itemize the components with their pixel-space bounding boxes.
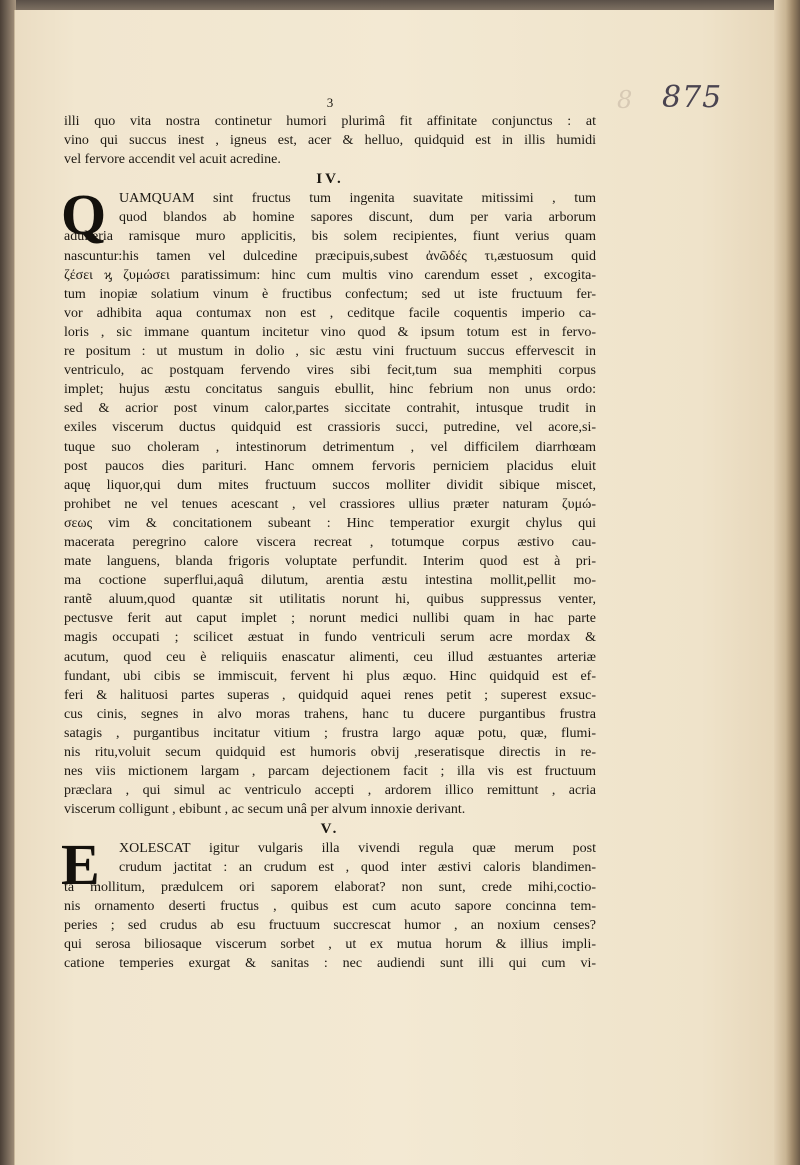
text-line: aquę liquor,qui dum mites fructuum succos molliter dividit sibique miscet, xyxy=(64,477,596,493)
text-line: adulteria ramisque muro applicitis, bis solem recipientes, fiunt verius quam xyxy=(64,229,596,245)
text-line: re positum : ut mustum in dolio , sic æstu vini fructuum succus effervescit in xyxy=(64,344,596,360)
text-line: ma coctione superflui,aquâ dilutum, arentia æstu intestina mollit,pellit mo- xyxy=(64,573,596,589)
text-line: loris , sic immane quantum incitetur vino quod & ipsum totum est in fervo- xyxy=(64,324,596,340)
text-line: ta mollitum, prædulcem ori saporem elaborat? non sunt, crede mihi,coctio- xyxy=(64,879,596,895)
section-heading: V. xyxy=(320,821,340,838)
text-line: crudum jactitat : an crudum est , quod inter æstivi caloris blandimen- xyxy=(119,860,596,876)
text-line: nascuntur:his tamen vel dulcedine præcipuis,subest ἀνῶδές τι,æstuosum quid xyxy=(64,248,596,264)
text-line: macerata peregrino calore viscera recreat , totumque corpus æstivo cau- xyxy=(64,534,596,550)
text-line: illi quo vita nostra continetur humori plurimâ fit affinitate conjunctus : at xyxy=(64,114,596,129)
text-line: catione temperies exurgat & sanitas : nec audiendi sunt illi qui cum vi- xyxy=(64,955,596,971)
text-line: tuque suo choleram , intestinorum detrimentum , vel difficilem diarrhœam xyxy=(64,439,596,455)
text-line: viscerum colligunt , ebibunt , ac secum unâ per alvum innoxie derivant. xyxy=(64,802,466,818)
text-line: sed & acrior post vinum calor,partes siccitate contrahit, intusque trudit in xyxy=(64,401,596,417)
section-paragraph xyxy=(61,832,596,973)
text-line: fundant, ubi cibis se immiscuit, fervent hi plus æquo. Hinc quidquid est ef- xyxy=(64,668,596,684)
book-page xyxy=(14,10,777,1165)
text-line: vino qui succus inest , igneus est, acer & helluo, quidquid est in illis humidi xyxy=(64,133,596,149)
text-line: quod blandos ab homine sapores discunt, dum per varia arborum xyxy=(119,210,596,226)
handwritten-folio-mark: 875 xyxy=(662,80,723,115)
page-number: 3 xyxy=(326,95,334,110)
text-line: acutum, quod ceu è reliquiis enascatur alimenti, ceu illud æstuantes arteriæ xyxy=(64,649,596,665)
text-line: satagis , purgantibus incitatur vitium ; frustra largo aquæ potu, quæ, flumi- xyxy=(64,725,596,741)
text-line: vor adhibita aqua contumax non est , ceditque facile coquentis imperio ca- xyxy=(64,305,596,321)
text-line: ventriculo, ac postquam fervendo vires sibi fecit,tum sua memphiti corpus xyxy=(64,363,596,379)
text-line: rantẽ aluum,quod quantæ sit utilitatis norunt hi, quibus suppressus venter, xyxy=(64,592,596,608)
text-line: implet; hujus æstu concitatus sanguis ebullit, hinc febrium non unus ordo: xyxy=(64,382,596,398)
drop-cap: Q xyxy=(61,182,107,248)
section-paragraph xyxy=(61,182,596,819)
text-line: magis occupati ; scilicet æstuat in fundo ventriculi serum acre mordax & xyxy=(64,630,596,646)
page-text xyxy=(61,95,596,973)
text-line: tum inopiæ solatium vinum è fructibus confectum; sed ut iste fructuum fer- xyxy=(64,286,596,302)
text-line: post paucos dies parituri. Hanc omnem fervoris perniciem placidus eluit xyxy=(64,458,596,474)
text-line: feri & halituosi partes superas , quidquid aquei renes petit ; superest exsuc- xyxy=(64,687,596,703)
text-line: qui serosa biliosaque viscerum sorbet , ut ex mutua horum & illius impli- xyxy=(64,936,596,952)
text-line: cus cinis, segnes in alvo moras trahens, hanc tu ducere purgantibus frustra xyxy=(64,706,596,722)
intro-paragraph xyxy=(64,112,596,169)
folio-mark-faint: 8 xyxy=(617,86,635,114)
sections-container xyxy=(61,169,596,973)
page-stack-edge xyxy=(774,0,800,1165)
section-heading: IV. xyxy=(316,171,344,188)
text-line: vel fervore accendit vel acuit acredine. xyxy=(64,152,281,168)
text-line: UAMQUAM sint fructus tum ingenita suavitate mitissimi , tum xyxy=(119,191,596,207)
text-line: XOLESCAT igitur vulgaris illa vivendi regula quæ merum post xyxy=(119,841,596,857)
text-line: nis ritu,voluit secum quidquid est humoris obvij ,reseratisque directis in re- xyxy=(64,745,596,760)
text-line: nes viis mictionem largam , parcam dejectionem facit ; illa vis est fructuum xyxy=(64,764,596,780)
text-line: ζέσει ϗ ζυμώσει paratissimum: hinc cum multis vino carendum esset , excogita- xyxy=(64,267,596,283)
text-line: σεως vim & concitationem subeant : Hinc temperatior exurgit chylus qui xyxy=(64,515,596,531)
text-line: peries ; sed crudus ab esu fructuum succrescat humor , an noxium censes? xyxy=(64,917,596,933)
text-line: prohibet ne vel tenues acescant , vel crassiores ullius præter naturam ζυμώ- xyxy=(64,496,596,512)
text-line: nis ornamento deserti fructus , quibus est cum acuto sapore concinna tem- xyxy=(64,898,596,914)
text-line: pectusve ferit aut caput implet ; norunt medici nullibi quam in hac parte xyxy=(64,611,596,627)
text-line: mate languens, blanda frigoris voluptate perfundit. Interim quod est à pri- xyxy=(64,554,596,570)
text-line: præclara , qui simul ac ventriculo accepti , ardorem illico remittunt , acria xyxy=(64,783,596,799)
text-line: exiles viscerum ductus quidquid est crassioris succi, putredine, vel acore,si- xyxy=(64,420,596,436)
drop-cap: E xyxy=(61,832,100,898)
